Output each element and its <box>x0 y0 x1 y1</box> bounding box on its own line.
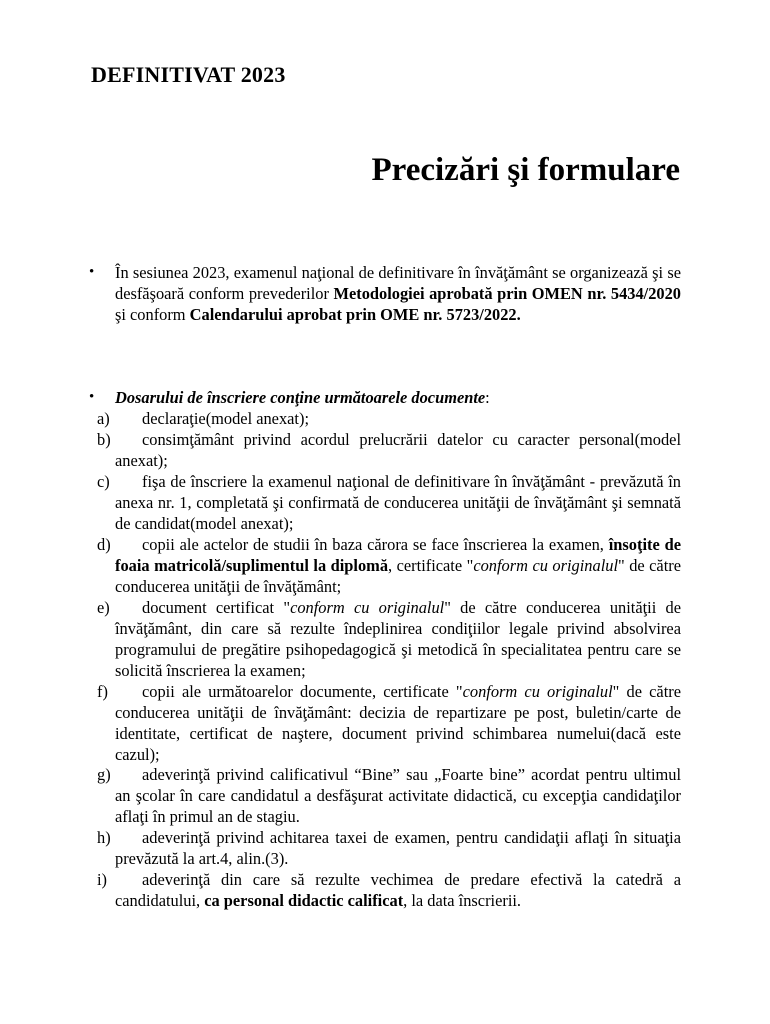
bullet-icon: • <box>89 264 95 280</box>
intro-text-2: şi conform <box>115 305 190 324</box>
intro-bold-2: Calendarului aprobat prin OME nr. 5723/2022. <box>189 305 521 324</box>
item-text: declaraţie(model anexat); <box>142 409 309 428</box>
list-item-text <box>115 471 681 534</box>
bullet-icon: • <box>89 389 95 405</box>
item-bold: însoţite de foaia matricolă/suplimentul la diplomă <box>115 535 681 575</box>
item-text: " de către conducerea unităţii de învăţământ: decizia de repartizare pe post, buletin/carte de identitate, certificat de naştere, document privind schimbarea numelui(dacă este cazul); <box>115 682 681 764</box>
item-text: adeverinţă din care să rezulte vechimea de predare efectivă la catedră a candidatului, <box>115 870 681 910</box>
item-text: consimţământ privind acordul prelucrării datelor cu caracter personal(model anexat); <box>115 430 681 470</box>
list-item-text <box>115 869 681 911</box>
list-item-marker: c) <box>97 472 110 491</box>
item-text: " de către conducerea unităţii de învăţământ; <box>115 556 681 596</box>
list-item-text <box>115 429 681 471</box>
list-item-marker: g) <box>97 765 111 784</box>
item-text: copii ale următoarelor documente, certificate " <box>142 682 463 701</box>
item-bold: ca personal didactic calificat <box>204 891 404 910</box>
list-item-marker: a) <box>97 409 110 428</box>
list-item-marker: f) <box>97 682 108 701</box>
list-item-marker: d) <box>97 535 111 554</box>
list-item-marker: b) <box>97 430 111 449</box>
item-text: fişa de înscriere la examenul naţional de definitivare în învăţământ - prevăzută în anexa nr. 1, completată şi confirmată de conducerea unităţii de învăţământ şi semnată de candidat(model anexat); <box>115 472 681 533</box>
list-item-text <box>115 681 681 765</box>
intro-paragraph <box>115 262 681 325</box>
list-item-text <box>115 764 681 827</box>
document-subheading: Precizări şi formulare <box>371 152 680 188</box>
dosar-title-text: Dosarului de înscriere conţine următoarele documente <box>115 388 486 407</box>
intro-text-1: În sesiunea 2023, examenul naţional de definitivare în învăţământ se organizează şi se desfăşoară conform prevederilor <box>115 263 681 303</box>
item-text: , la data înscrierii. <box>403 891 522 910</box>
list-item-text <box>115 827 681 869</box>
list-item-marker: i) <box>97 870 108 889</box>
dosar-title <box>115 387 681 408</box>
list-item-text <box>115 534 681 597</box>
item-text: copii ale actelor de studii în baza cărora se face înscrierea la examen, <box>142 535 609 554</box>
intro-bold-1: Metodologiei aprobată prin OMEN nr. 5434/2020 <box>333 284 681 303</box>
list-item-marker: h) <box>97 828 111 847</box>
list-item-text <box>115 408 681 429</box>
list-item-text <box>115 597 681 681</box>
item-text: adeverinţă privind calificativul “Bine” sau „Foarte bine” acordat pentru ultimul an şcolar în care candidatul a desfăşurat activitate didactică, cu excepţia candidaţilor aflaţi în primul an de stagiu. <box>115 765 681 826</box>
item-text: adeverinţă privind achitarea taxei de examen, pentru candidaţii aflaţi în situaţia prevăzută la art.4, alin.(3). <box>115 828 681 868</box>
item-italic: conform cu originalul <box>290 598 445 617</box>
item-italic: conform cu originalul <box>462 682 613 701</box>
document-heading: DEFINITIVAT 2023 <box>91 62 286 87</box>
list-item-marker: e) <box>97 598 110 617</box>
dosar-title-colon: : <box>485 388 490 407</box>
item-italic: conform cu originalul <box>473 556 618 575</box>
item-text: , certificate " <box>388 556 474 575</box>
item-text: " de către conducerea unităţii de învăţământ, din care să rezulte îndeplinirea condiţiilor legale privind absolvirea programului de pregătire psihopedagogică şi metodică în specialitatea pentru care se solicită înscrierea la examen; <box>115 598 681 680</box>
item-text: document certificat " <box>142 598 291 617</box>
